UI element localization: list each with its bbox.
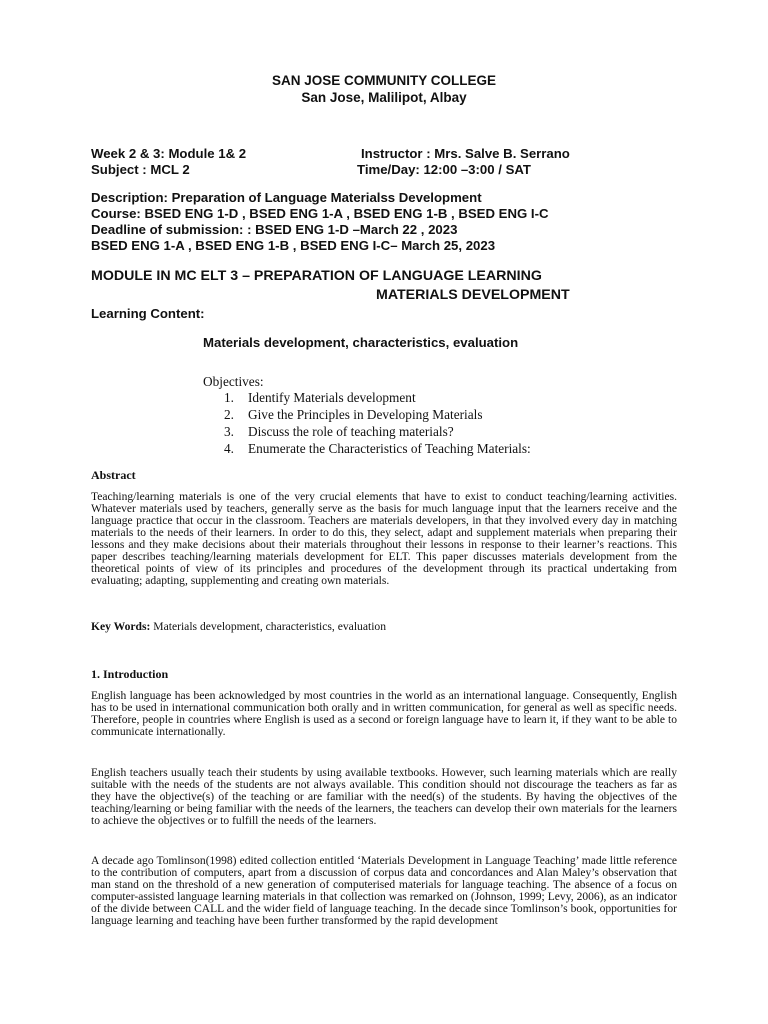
objective-text: Give the Principles in Developing Materials: [248, 407, 483, 422]
objective-item: [224, 424, 454, 440]
introduction-heading: 1. Introduction: [91, 667, 169, 681]
objective-number: 2.: [224, 407, 234, 422]
week-module-label: Week 2 & 3: Module 1& 2: [91, 146, 247, 161]
objective-number: 3.: [224, 424, 234, 439]
objective-number: 4.: [224, 441, 234, 456]
abstract-heading: Abstract: [91, 468, 136, 482]
objective-text: Enumerate the Characteristics of Teaching Materials:: [248, 441, 531, 456]
keywords-label: Key Words:: [91, 620, 151, 633]
introduction-paragraph: English language has been acknowledged by most countries in the world as an international language. Consequently, English has to be used in international communication both orally and in written communication, for general as well as specific needs. Therefore, people in countries where English is used as a second or foreign language have to learn it, if they want to be able to communicate internationally.: [91, 690, 677, 738]
instructor-label: Instructor : Mrs. Salve B. Serrano: [361, 146, 570, 161]
introduction-paragraph: English teachers usually teach their students by using available textbooks. However, such learning materials which are really suitable with the needs of the students are not always available. This condition should not discourage the teachers as far as they have the objective(s) of the teaching or are familiar with the need(s) of the students. By having the objectives of the teaching/learning or being familiar with the needs of the learners, the teachers can develop their own materials for the learners to achieve the objectives or to fulfill the needs of the learners.: [91, 767, 677, 827]
topic-heading: Materials development, characteristics, evaluation: [203, 335, 519, 350]
objective-number: 1.: [224, 390, 234, 405]
objective-item: [224, 390, 416, 406]
keywords-text: Materials development, characteristics, evaluation: [150, 620, 387, 633]
keywords-line: [91, 620, 386, 633]
module-title-line-2: MATERIALS DEVELOPMENT: [376, 287, 570, 303]
abstract-body: Teaching/learning materials is one of the very crucial elements that have to exist to conduct teaching/learning activities. Whatever materials used by teachers, generally serve as the basis for much language input that the learners receive and the language practice that occur in the classroom. Teachers are materials developers, in that they involved every day in matching materials to the needs of their learners. In order to do this, they select, adapt and supplement materials when preparing their lessons and they make decisions about their materials throughout their lessons in response to their learner’s reactions. This paper describes teaching/learning materials development for ELT. This paper discusses materials development from the theoretical points of view of its principles and procedures of the development through its practical undertaking from evaluating; adapting, supplementing and creating own materials.: [91, 491, 677, 587]
college-name: SAN JOSE COMMUNITY COLLEGE: [271, 73, 497, 88]
objective-text: Identify Materials development: [248, 390, 416, 405]
college-address: San Jose, Malilipot, Albay: [301, 90, 467, 105]
deadline-line-1: Deadline of submission: : BSED ENG 1-D –March 22 , 2023: [91, 222, 458, 237]
learning-content-label: Learning Content:: [91, 306, 205, 321]
description-label: Description: Preparation of Language Materialss Development: [91, 190, 482, 205]
objective-item: [224, 407, 483, 423]
time-day-label: Time/Day: 12:00 –3:00 / SAT: [357, 162, 531, 177]
introduction-paragraph: A decade ago Tomlinson(1998) edited collection entitled ‘Materials Development in Language Teaching’ made little reference to the contribution of computers, apart from a discussion of corpus data and concordances and Alan Maley’s observation that man stand on the threshold of a new generation of computerised materials for language teaching. The absence of a focus on computer-assisted language learning materials in that collection was remarked on (Johnson, 1999; Levy, 2006), as an indicator of the divide between CALL and the wider field of language teaching. In the decade since Tomlinson’s book, opportunities for language learning and teaching have been further transformed by the rapid development: [91, 855, 677, 927]
deadline-line-2: BSED ENG 1-A , BSED ENG 1-B , BSED ENG I-C– March 25, 2023: [91, 238, 496, 253]
subject-label: Subject : MCL 2: [91, 162, 190, 177]
objective-text: Discuss the role of teaching materials?: [248, 424, 454, 439]
objective-item: [224, 441, 531, 457]
objectives-label: Objectives:: [203, 374, 264, 389]
module-title-line-1: MODULE IN MC ELT 3 – PREPARATION OF LANGUAGE LEARNING: [91, 268, 542, 284]
course-label: Course: BSED ENG 1-D , BSED ENG 1-A , BSED ENG 1-B , BSED ENG I-C: [91, 206, 549, 221]
